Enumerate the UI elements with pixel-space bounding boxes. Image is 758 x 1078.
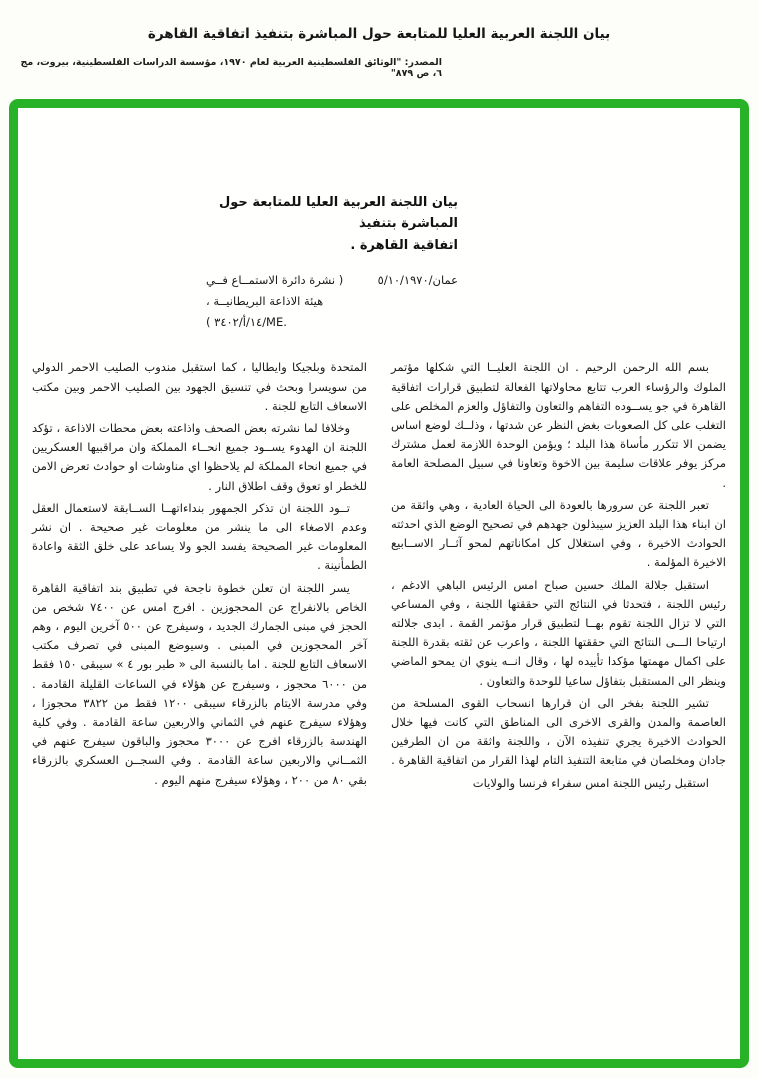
document-head <box>206 192 458 332</box>
page-header-title: بيان اللجنة العربية العليا للمتابعة حول المباشرة بتنفيذ اتفاقية القاهرة <box>147 26 611 42</box>
body-paragraph: استقبل جلالة الملك حسين صباح امس الرئيس الباهي الادغم ، رئيس اللجنة ، فتحدثا في النتائج التي حققتها اللجنة ، وفي المساعي التي لا تزال اللجنة تقوم بهــا لتطبيق قرار مؤتمر القمة . ابدى جلالته ارتياحا الـــى النتائج التي حققتها اللجنة ، واعرب عن ثقته بقدرة اللجنة على اكمال مهمتها مؤكدا تأييده لها ، وقال انــه ينوي ان يمحو الماضي وينظر الى المستقبل بتفاؤل ساعيا للوحدة والتعاون . <box>391 577 726 688</box>
dateline-note-line2: هيئة الاذاعة البريطانيــة ، <box>206 294 324 308</box>
dateline-note-line1: ( نشرة دائرة الاستمــاع فــي <box>206 273 344 288</box>
dateline <box>206 270 458 332</box>
source-citation: المصدر: "الوثائق الفلسطينية العربية لعام ١٩٧٠، مؤسسة الدراسات الفلسطينية، بيروت، مج ٦، ص ٨٧٩" <box>20 57 442 79</box>
body-paragraph: تعبر اللجنة عن سرورها بالعودة الى الحياة العادية ، وهي واثقة من ان ابناء هذا البلد العزيز سيبذلون جهدهم في تصحيح الوضع الذي احدثته الحوادث الاخيرة ، وفي استغلال كل امكاناتهم لمحو آثــار الاســابيع الاخيرة المؤلمة . <box>391 497 726 570</box>
body-paragraph: استقبل رئيس اللجنة امس سفراء فرنسا والولايات <box>472 775 709 790</box>
document-title <box>206 192 458 256</box>
body-paragraph: بسم الله الرحمن الرحيم . ان اللجنة العليــا التي شكلها مؤتمر الملوك والرؤساء العرب تتابع محاولاتها الفعالة لتطبيق قرارات اتفاقية القاهرة في جو يســوده التفاهم والتعاون والتفاؤل والعزم المخلص على التغلب على كل الصعوبات بغض النظر عن شدتها ، وذلــك لوضع اساس يضمن الا تتكرر مأساة هذا البلد ؛ ويؤمن الوحدة اللازمة لعمل مشترك مركز يوفر علاقات سليمة بين الاخوة وتعاونا في سبيل المصلحة العامة . <box>391 360 726 490</box>
body-paragraph: تــود اللجنة ان تذكر الجمهور بنداءاتهــا الســابقة لاستعمال العقل وعدم الاصغاء الى ما ينشر من معلومات غير صحيحة . ان نشر المعلومات غير الصحيحة يفسد الجو ولا يساعد على خلق الثقة واعادة الطمأنينة . <box>32 500 367 573</box>
document-title-line2: اتفاقية القاهرة . <box>350 237 458 253</box>
body-paragraph: وخلافا لما نشرته بعض الصحف واذاعته بعض محطات الاذاعة ، تؤكد اللجنة ان الهدوء يســود جميع انحــاء المملكة وان مراقبيها العسكريين في جميع انحاء المملكة لم يلاحظوا اي مناوشات او حوادث تعرض الامن للخطر او تعوق وقف اطلاق النار . <box>32 420 367 493</box>
column-right <box>391 358 726 795</box>
dateline-reference: ( ١٤/أ/٣٤٠٢/ME. <box>206 314 287 329</box>
body-paragraph: المتحدة وبلجيكا وايطاليا ، كما استقبل مندوب الصليب الاحمر الدولي من سويسرا وبحث في تنسيق الجهود بين الصليب الاحمر وبين مكتب الاسعاف التابع للجنة . <box>32 360 367 413</box>
document-body <box>32 358 726 795</box>
dateline-city-date: عمان/٥/١٠/١٩٧٠ <box>377 273 458 288</box>
document-frame <box>9 99 749 1068</box>
column-left <box>32 358 367 795</box>
document-title-line1: بيان اللجنة العربية العليا للمتابعة حول المباشرة بتنفيذ <box>219 195 458 232</box>
body-paragraph: يسر اللجنة ان تعلن خطوة ناجحة في تطبيق بند اتفاقية القاهرة الخاص بالانفراج عن المحجوزين . افرج امس عن ٧٤٠٠ شخص من الحجز في مبنى الجمارك الجديد ، وسيفرج عن ٥٠٠ آخرين اليوم ، وهم آخر المحجوزين في المبنى . وسيوضع المبنى في تصرف مكتب الاسعاف التابع للجنة . اما بالنسبة الى « طبر بور ٤ » سيبقى ١٥٠ فقط من ٦٠٠٠ محجوز ، وسيفرج عن هؤلاء في الساعات القليلة القادمة . وفي مدرسة الايتام بالزرقاء سيبقى ١٢٠٠ فقط من ٣٨٢٢ محجوزا ، وهؤلاء سيفرج عنهم في الثماني والاربعين ساعة القادمة . وفي كلية الهندسة بالزرقاء افرج عن ٣٠٠٠ محجوز والباقون سيفرج عنهم في الثمــاني والاربعين ساعة القادمة . وفي السجــن العسكري بالزرقاء بقي ٨٠ من ٢٠٠ ، وهؤلاء سيفرج منهم اليوم . <box>32 580 368 787</box>
body-paragraph: تشير اللجنة بفخر الى ان قرارها انسحاب القوى المسلحة من العاصمة والمدن والقرى الاخرى الى المناطق التي كانت فيها خلال الحوادث الاخيرة يجري تنفيذه الآن ، واللجنة واثقة من ان الطرفين جادان ومخلصان في متابعة التنفيذ التام لهذا القرار من اتفاقية القاهرة . <box>391 695 726 768</box>
